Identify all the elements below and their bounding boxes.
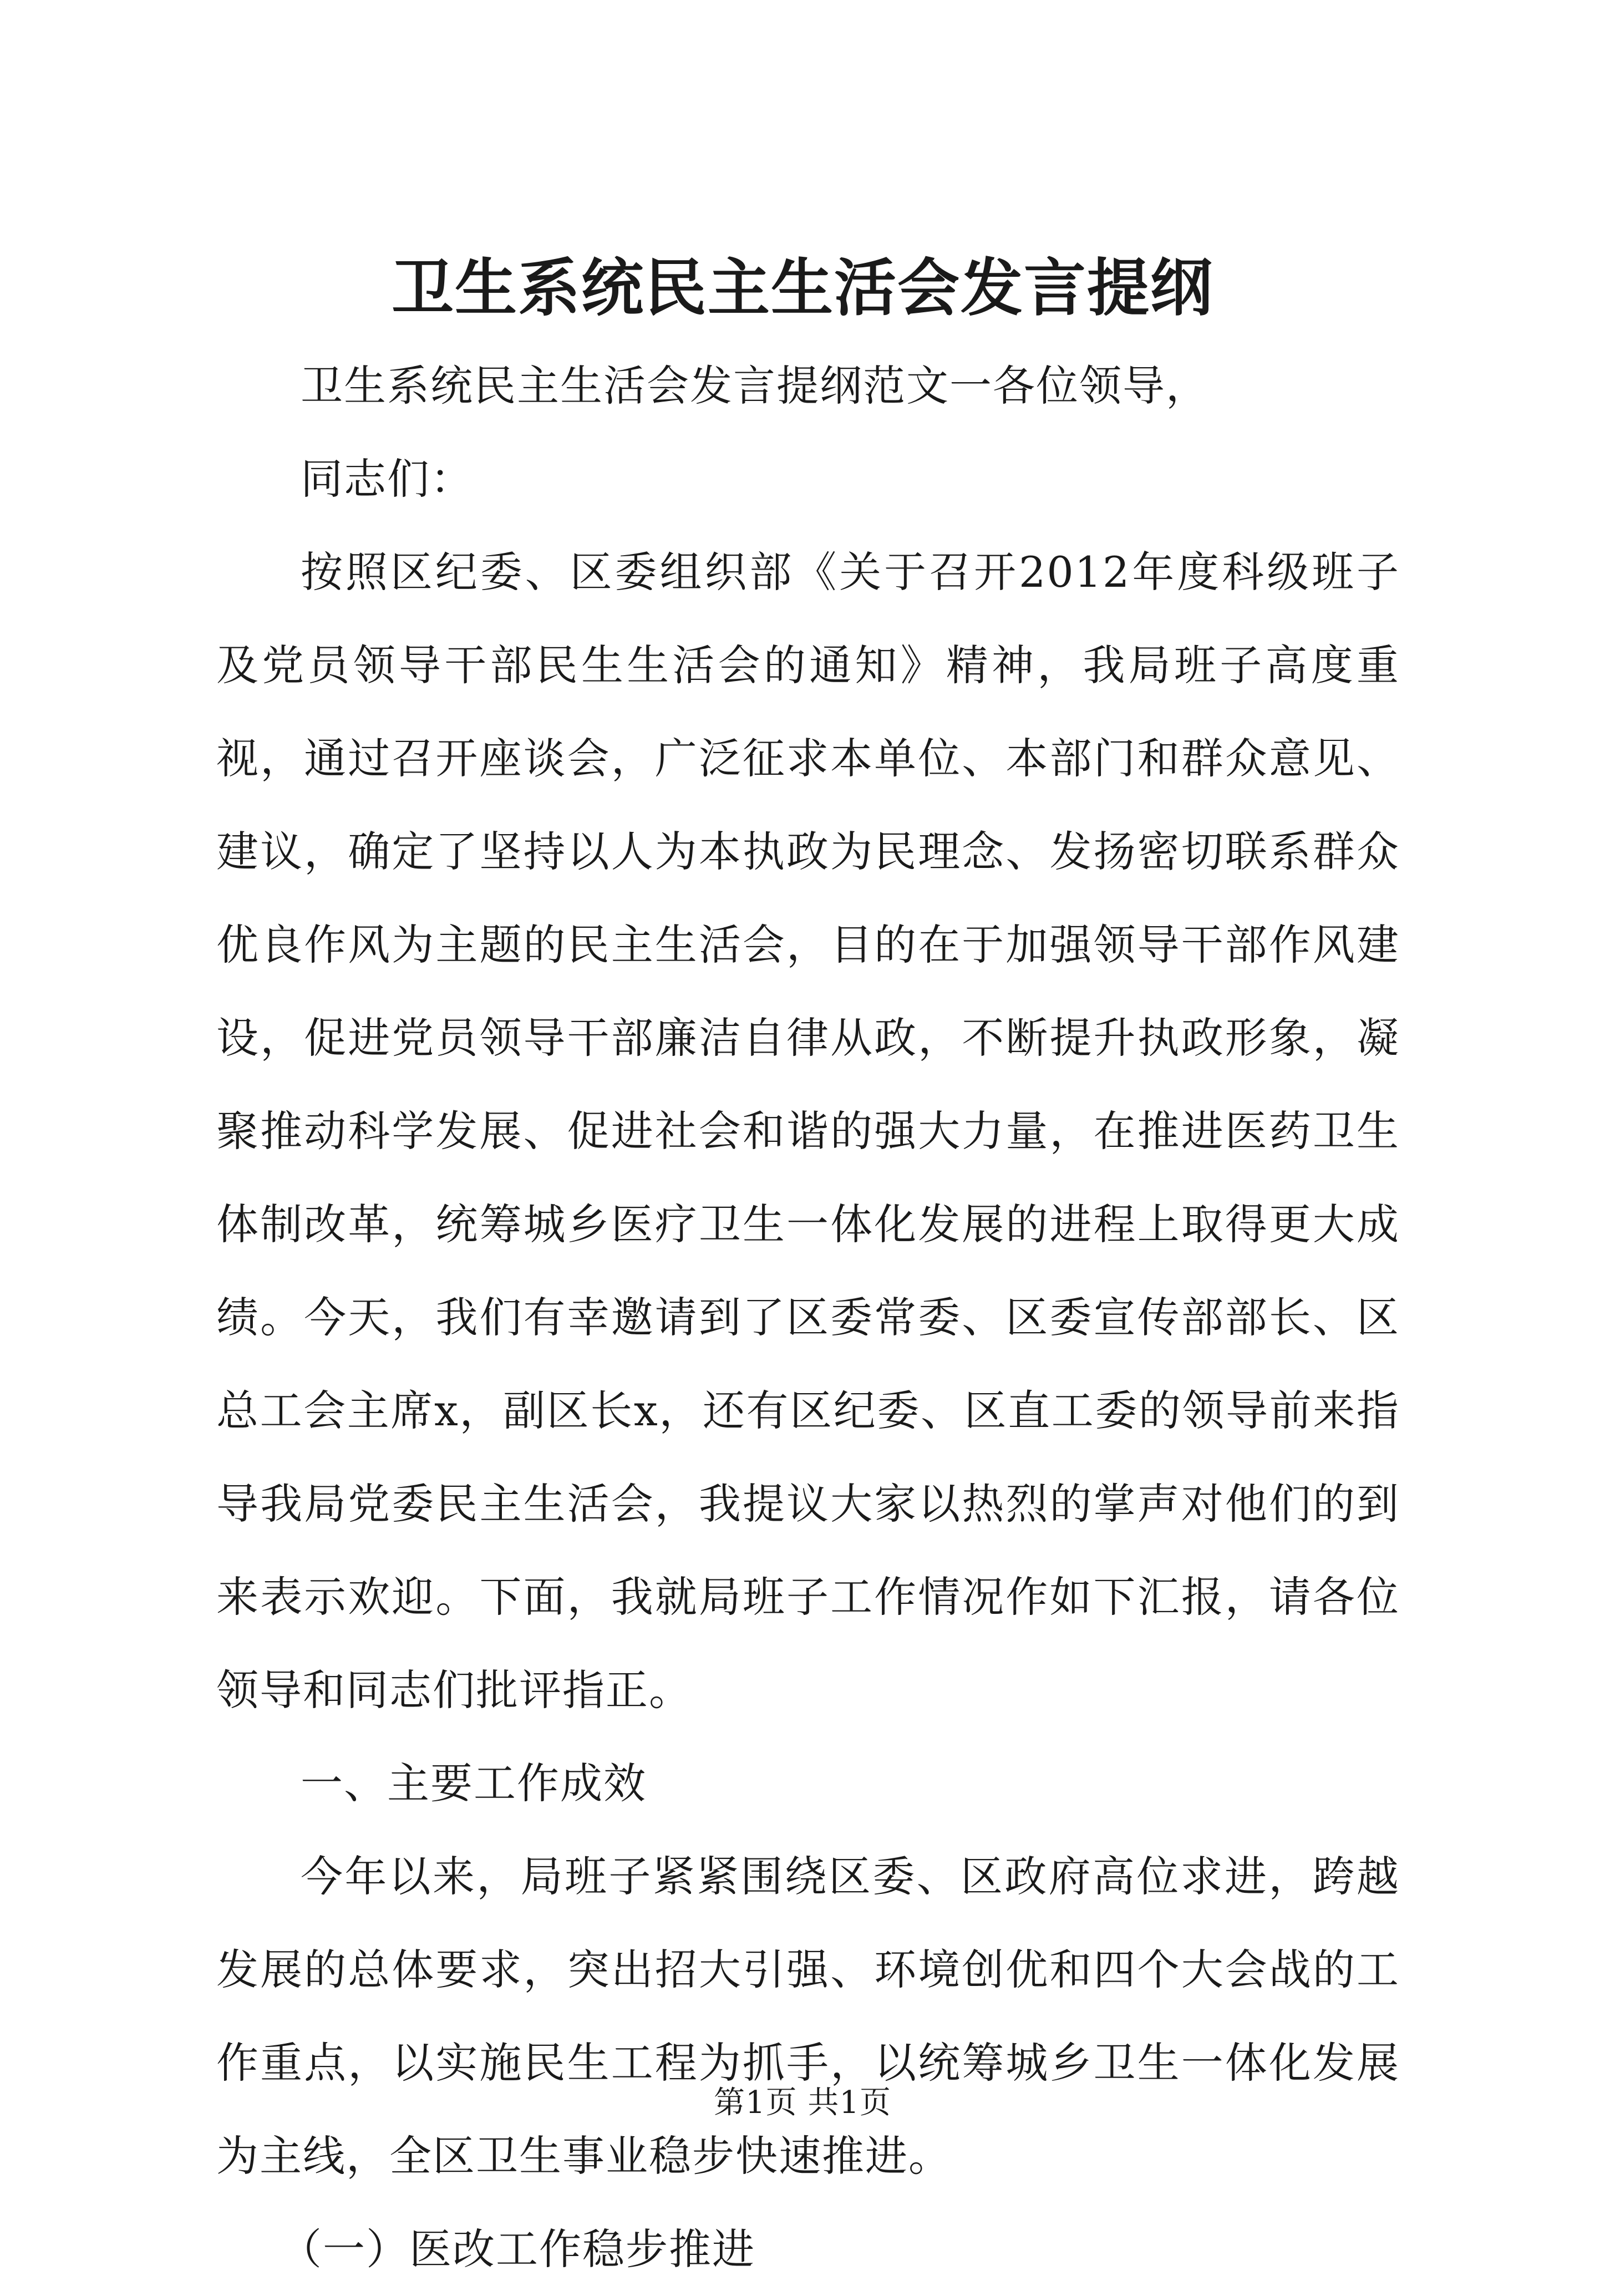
paragraph-intro: 按照区纪委、区委组织部《关于召开2012年度科级班子及党员领导干部民生生活会的通知》精神，我局班子高度重视，通过召开座谈会，广泛征求本单位、本部门和群众意见、建议，确定了坚持以人为本执政为民理念、发扬密切联系群众优良作风为主题的民主生活会，目的在于加强领导干部作风建设，促进党员领导干部廉洁自律从政，不断提升执政形象，凝聚推动科学发展、促进社会和谐的强大力量，在推进医药卫生体制改革，统筹城乡医疗卫生一体化发展的进程上取得更大成绩。今天，我们有幸邀请到了区委常委、区委宣传部部长、区总工会主席x，副区长x，还有区纪委、区直工委的领导前来指导我局党委民主生活会，我提议大家以热烈的掌声对他们的到来表示欢迎。下面，我就局班子工作情况作如下汇报，请各位领导和同志们批评指正。 (216, 547, 1400, 1715)
section-heading-main-achievements: 一、主要工作成效 (301, 1759, 647, 1808)
paragraph-salutation: 同志们： (301, 454, 474, 504)
document-body (216, 339, 1400, 2296)
document-title: 卫生系统民主生活会发言提纲 (392, 252, 1213, 324)
paragraph-greeting: 卫生系统民主生活会发言提纲范文一各位领导， (301, 361, 1209, 410)
subsection-heading-healthcare-reform: （一）医改工作稳步推进 (280, 2224, 755, 2274)
page-footer: 第1页 共1页 (713, 2085, 892, 2121)
paragraph-achievements-summary: 今年以来，局班子紧紧围绕区委、区政府高位求进，跨越发展的总体要求，突出招大引强、环境创优和四个大会战的工作重点，以实施民生工程为抓手，以统筹城乡卫生一体化发展为主线，全区卫生事业稳步快速推进。 (216, 1852, 1400, 2181)
